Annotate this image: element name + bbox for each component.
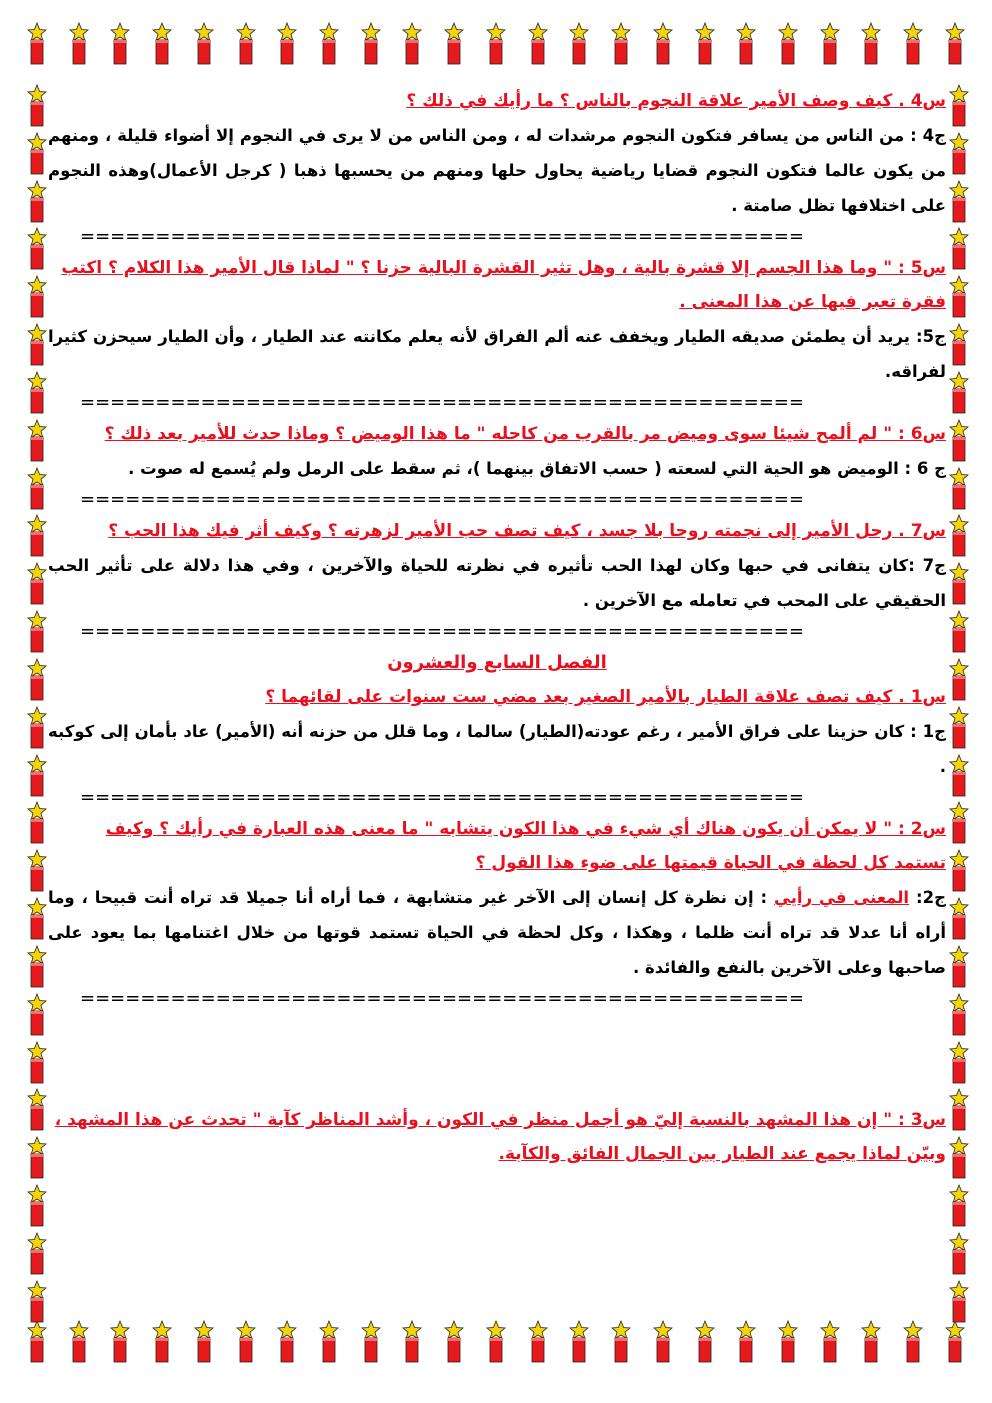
- candle-star-icon: [944, 610, 974, 654]
- candle-star-icon: [898, 22, 928, 66]
- candle-star-icon: [481, 1320, 511, 1364]
- candle-star-icon: [944, 514, 974, 558]
- candle-star-icon: [439, 1320, 469, 1364]
- candle-star-icon: [944, 993, 974, 1037]
- candle-star-icon: [314, 1320, 344, 1364]
- candle-star-icon: [147, 22, 177, 66]
- candle-star-icon: [731, 22, 761, 66]
- candle-star-icon: [773, 1320, 803, 1364]
- candle-star-icon: [606, 1320, 636, 1364]
- candle-star-icon: [22, 1320, 52, 1364]
- question-6: س6 : " لم ألمح شيئا سوى وميض مر بالقرب من كاحله " ما هذا الوميض ؟ وماذا حدث للأمير بعد ذلك ؟: [104, 424, 946, 444]
- candle-star-icon: [648, 22, 678, 66]
- candle-star-icon: [731, 1320, 761, 1364]
- candle-star-icon: [64, 1320, 94, 1364]
- candle-star-icon: [944, 897, 974, 941]
- separator: ================================================: [80, 392, 804, 413]
- candle-star-icon: [314, 22, 344, 66]
- candle-star-icon: [944, 658, 974, 702]
- chapter-answer-1: ج1 : كان حزينا على فراق الأمير ، رغم عودته(الطيار) سالما ، وما قلل من حزنه أنه (الأمير) عاد بأمان إلى كوكبه .: [48, 722, 946, 776]
- candle-star-icon: [356, 22, 386, 66]
- candle-star-icon: [944, 754, 974, 798]
- candle-star-icon: [606, 22, 636, 66]
- border-right: [944, 84, 974, 1324]
- candle-star-icon: [944, 371, 974, 415]
- candle-star-icon: [272, 22, 302, 66]
- candle-star-icon: [898, 1320, 928, 1364]
- chapter-question-1: س1 . كيف تصف علاقة الطيار بالأمير الصغير بعد مضي ست سنوات على لقائهما ؟: [265, 687, 946, 707]
- candle-star-icon: [944, 1184, 974, 1228]
- separator: ================================================: [80, 226, 804, 247]
- answer-6: ج 6 : الوميض هو الحية التي لسعته ( حسب الاتفاق بينهما )، ثم سقط على الرمل ولم يُسمع له صوت .: [128, 459, 946, 478]
- question-7: س7 . رحل الأمير إلى نجمته روحا بلا جسد ، كيف تصف حب الأمير لزهرته ؟ وكيف أثر فيك هذا الحب ؟: [108, 521, 946, 541]
- candle-star-icon: [105, 1320, 135, 1364]
- candle-star-icon: [105, 22, 135, 66]
- candle-star-icon: [147, 1320, 177, 1364]
- candle-star-icon: [944, 180, 974, 224]
- candle-star-icon: [944, 419, 974, 463]
- candle-star-icon: [944, 84, 974, 128]
- candle-star-icon: [940, 22, 970, 66]
- candle-star-icon: [815, 22, 845, 66]
- separator: ================================================: [80, 621, 804, 642]
- answer-text: : إن نظرة كل إنسان إلى الآخر غير متشابهة ، فما أراه أنا جميلا قد تراه أنت قبيحا ، وما أراه أنا عدلا قد تراه أنت ظلما ، وهكذا ، وكل لحظة في الحياة تستمد قوتها من خلال اغتنامها بما يعود على صاحبها وعلى الآخرين بالنفع والفائدة .: [48, 888, 946, 977]
- candle-star-icon: [189, 22, 219, 66]
- candle-star-icon: [944, 562, 974, 606]
- candle-star-icon: [523, 22, 553, 66]
- candle-star-icon: [690, 22, 720, 66]
- separator: ================================================: [80, 988, 804, 1009]
- candle-star-icon: [944, 467, 974, 511]
- answer-4: ج4 : من الناس من يسافر فتكون النجوم مرشدات له ، ومن الناس من لا يرى في النجوم إلا أضواء قليلة ، ومنهم من يكون عالما فتكون النجوم قضايا رياضية يحاول حلها ومنهم من يحسبها ذهبا ( كرجل الأعمال)وهذه النجوم على اختلافها تظل صامتة .: [48, 126, 946, 215]
- separator: ================================================: [80, 787, 804, 808]
- candle-star-icon: [439, 22, 469, 66]
- candle-star-icon: [690, 1320, 720, 1364]
- candle-star-icon: [944, 706, 974, 750]
- candle-star-icon: [944, 1280, 974, 1324]
- candle-star-icon: [944, 945, 974, 989]
- final-question: س3 : " إن هذا المشهد بالنسبة إليّ هو أجمل منظر في الكون ، وأشد المناظر كآبة " تحدث عن هذا المشهد ، وبيّن لماذا يجمع عند الطيار بين الجمال الفائق والكآبة.: [54, 1110, 946, 1164]
- candle-star-icon: [564, 1320, 594, 1364]
- candle-star-icon: [940, 1320, 970, 1364]
- answer-5: ج5: يريد أن يطمئن صديقه الطيار ويخفف عنه ألم الفراق لأنه يعلم مكانته عند الطيار ، وأن الطيار سيحزن كثيرا لفراقه.: [48, 327, 946, 381]
- candle-star-icon: [944, 801, 974, 845]
- answer-7: ج7 :كان يتفانى في حبها وكان لهذا الحب تأثيره في نظرته للحياة والآخرين ، وفي هذا دلالة على تأثير الحب الحقيقي على المحب في تعامله مع الآخرين .: [48, 556, 946, 610]
- candle-star-icon: [944, 132, 974, 176]
- candle-star-icon: [944, 1088, 974, 1132]
- candle-star-icon: [856, 22, 886, 66]
- candle-star-icon: [356, 1320, 386, 1364]
- candle-star-icon: [397, 1320, 427, 1364]
- question-4: س4 . كيف وصف الأمير علاقة النجوم بالناس ؟ ما رأيك في ذلك ؟: [406, 91, 946, 111]
- candle-star-icon: [64, 22, 94, 66]
- candle-star-icon: [856, 1320, 886, 1364]
- candle-star-icon: [648, 1320, 678, 1364]
- candle-star-icon: [481, 22, 511, 66]
- answer-label: ج2:: [916, 888, 946, 907]
- candle-star-icon: [231, 22, 261, 66]
- border-bottom: [22, 1320, 970, 1382]
- candle-star-icon: [944, 323, 974, 367]
- candle-star-icon: [231, 1320, 261, 1364]
- chapter-answer-2: [48, 880, 946, 985]
- candle-star-icon: [189, 1320, 219, 1364]
- candle-star-icon: [773, 22, 803, 66]
- candle-star-icon: [523, 1320, 553, 1364]
- candle-star-icon: [944, 275, 974, 319]
- candle-star-icon: [272, 1320, 302, 1364]
- candle-star-icon: [22, 22, 52, 66]
- candle-star-icon: [944, 227, 974, 271]
- blank-space: [48, 1013, 946, 1103]
- border-top: [22, 22, 970, 84]
- page-content: [48, 84, 946, 1324]
- candle-star-icon: [944, 1232, 974, 1276]
- candle-star-icon: [944, 1041, 974, 1085]
- answer-highlight: المعنى في رأيي: [774, 888, 910, 907]
- candle-star-icon: [815, 1320, 845, 1364]
- candle-star-icon: [564, 22, 594, 66]
- candle-star-icon: [944, 849, 974, 893]
- question-5: س5 : " وما هذا الجسم إلا قشرة بالية ، وهل تثير القشرة البالية حزنا ؟ " لماذا قال الأمير هذا الكلام ؟ اكتب فقرة تعبر فيها عن هذا المعنى .: [61, 258, 946, 312]
- chapter-question-2: س2 : " لا يمكن أن يكون هناك أي شيء في هذا الكون يتشابه " ما معنى هذه العبارة في رأيك ؟ وكيف تستمد كل لحظة في الحياة قيمتها على ضوء هذا القول ؟: [105, 819, 946, 873]
- separator: ================================================: [80, 489, 804, 510]
- chapter-title: الفصل السابع والعشرون: [387, 652, 607, 673]
- candle-star-icon: [944, 1136, 974, 1180]
- candle-star-icon: [397, 22, 427, 66]
